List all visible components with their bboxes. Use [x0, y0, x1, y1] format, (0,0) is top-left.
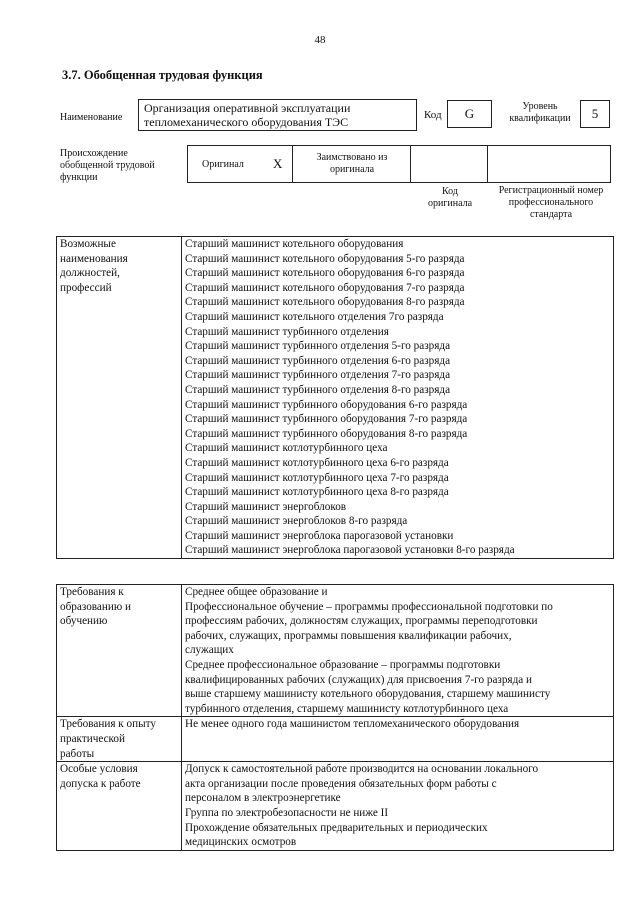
requirement-label-line: работы [60, 747, 95, 760]
admission-label-cell [57, 762, 182, 851]
requirement-label-line: Требования к [60, 586, 124, 598]
position-item: Старший машинист турбинного отделения 8-го разряда [185, 383, 451, 396]
origin-label-line: Происхождение [60, 148, 128, 159]
position-item: Старший машинист турбинного отделения 5-го разряда [185, 340, 451, 353]
requirement-line: Среднее профессиональное образование – программы подготовки [185, 658, 501, 671]
positions-table [56, 236, 614, 559]
caption-line: стандарта [529, 209, 573, 220]
position-item: Старший машинист турбинного оборудования 8-го разряда [185, 427, 468, 440]
positions-label-line: профессий [60, 281, 112, 294]
position-item: Старший машинист котлотурбинного цеха 6-го разряда [185, 456, 449, 469]
position-item: Старший машинист котельного оборудования 5-го разряда [185, 252, 465, 265]
requirement-line: рабочих, служащих, программы повышения квалификации рабочих, [185, 629, 512, 642]
position-item: Старший машинист котельного оборудования 7-го разряда [185, 281, 465, 294]
original-code-caption [420, 186, 480, 210]
position-item: Старший машинист турбинного отделения [185, 325, 389, 338]
position-item: Старший машинист котельного оборудования 8-го разряда [185, 296, 465, 309]
requirement-line: Прохождение обязательных предварительных и периодических [185, 821, 488, 834]
section-title: 3.7. Обобщенная трудовая функция [62, 68, 263, 82]
position-item: Старший машинист котлотурбинного цеха 7-го разряда [185, 471, 449, 484]
original-label: Оригинал [202, 159, 244, 170]
function-name-field [138, 99, 417, 131]
position-item: Старший машинист котельного оборудования 6-го разряда [185, 267, 465, 280]
education-label-cell [57, 585, 182, 717]
requirement-line: квалифицированных рабочих (служащих) для присвоения 7-го разряда и [185, 673, 533, 686]
experience-value-cell [182, 717, 614, 762]
borrowed-label-line: оригинала [329, 164, 375, 175]
borrowed-label [293, 152, 411, 176]
position-item: Старший машинист котлотурбинного цеха [185, 442, 388, 455]
position-item: Старший машинист турбинного оборудования 7-го разряда [185, 413, 468, 426]
positions-label-line: наименования [60, 252, 128, 265]
requirement-label-line: практической [60, 732, 125, 745]
experience-label-cell [57, 717, 182, 762]
position-item: Старший машинист энергоблока парогазовой установки [185, 529, 454, 542]
origin-label-line: функции [60, 172, 98, 183]
positions-label-cell [57, 237, 182, 559]
borrowed-label-line: Заимствовано из [316, 152, 388, 163]
position-item: Старший машинист энергоблока парогазовой установки 8-го разряда [185, 544, 515, 557]
level-label-line: квалификации [509, 113, 571, 124]
position-item: Старший машинист котельного оборудования [185, 238, 404, 250]
original-code-cell [411, 146, 488, 182]
requirement-line: турбинного отделения, старшему машинисту котлотурбинного цеха [185, 702, 509, 715]
position-item: Старший машинист турбинного отделения 7-го разряда [185, 369, 451, 382]
table-row [57, 762, 614, 851]
registration-number-caption [490, 185, 612, 221]
requirement-line: Среднее общее образование и [185, 586, 328, 598]
table-row [57, 717, 614, 762]
original-mark: X [273, 156, 283, 171]
code-label: Код [424, 109, 442, 121]
position-item: Старший машинист турбинного отделения 6-го разряда [185, 354, 451, 367]
requirement-line: профессиям рабочих, должностям служащих, программы переподготовки [185, 615, 538, 628]
positions-list-cell [182, 237, 614, 559]
table-row [57, 585, 614, 717]
requirement-line: медицинских осмотров [185, 836, 297, 849]
name-label: Наименование [60, 112, 123, 123]
table-row [57, 237, 614, 559]
registration-number-cell [488, 146, 612, 182]
caption-line: Код [442, 186, 458, 197]
requirement-line: Группа по электробезопасности не ниже II [185, 806, 389, 819]
requirement-label-line: Особые условия [60, 763, 138, 776]
education-value-cell [182, 585, 614, 717]
borrowed-cell [293, 146, 411, 182]
origin-label [60, 148, 180, 184]
position-item: Старший машинист котельного отделения 7го разряда [185, 310, 444, 323]
requirement-line: акта организации после проведения обязательных форм работы с [185, 777, 497, 790]
requirement-line: Не менее одного года машинистом тепломеханического оборудования [185, 718, 520, 731]
requirement-label-line: Требования к опыту [60, 718, 156, 731]
level-field: 5 [580, 100, 610, 128]
position-item: Старший машинист турбинного оборудования 6-го разряда [185, 398, 468, 411]
caption-line: Регистрационный номер [498, 185, 604, 196]
page-number: 48 [314, 34, 326, 46]
function-name-line: тепломеханического оборудования ТЭС [144, 115, 349, 129]
positions-label-line: Возможные [60, 238, 116, 250]
requirement-line: Допуск к самостоятельной работе производится на основании локального [185, 763, 539, 776]
requirement-label-line: допуска к работе [60, 777, 141, 790]
admission-value-cell [182, 762, 614, 851]
positions-label-line: должностей, [60, 267, 120, 280]
caption-line: оригинала [427, 198, 473, 209]
level-label-line: Уровень [522, 101, 558, 112]
requirement-label-line: образованию и [60, 600, 132, 613]
origin-label-line: обобщенной трудовой [60, 160, 155, 171]
requirement-line: выше старшему машинисту котельного оборудования, старшему машинисту [185, 688, 551, 701]
requirement-label-line: обучению [60, 615, 108, 628]
position-item: Старший машинист энергоблоков 8-го разряда [185, 515, 408, 528]
requirement-line: Профессиональное обучение – программы профессиональной подготовки по [185, 600, 553, 613]
code-field: G [447, 100, 492, 128]
origin-table [187, 145, 611, 183]
requirements-table [56, 584, 614, 851]
level-label [505, 101, 575, 125]
caption-line: профессионального [508, 197, 594, 208]
position-item: Старший машинист котлотурбинного цеха 8-го разряда [185, 486, 449, 499]
requirement-line: служащих [185, 644, 234, 657]
function-name-line: Организация оперативной эксплуатации [144, 101, 351, 115]
requirement-line: персоналом в электроэнергетике [185, 792, 341, 805]
original-cell [188, 146, 293, 182]
position-item: Старший машинист энергоблоков [185, 500, 347, 513]
